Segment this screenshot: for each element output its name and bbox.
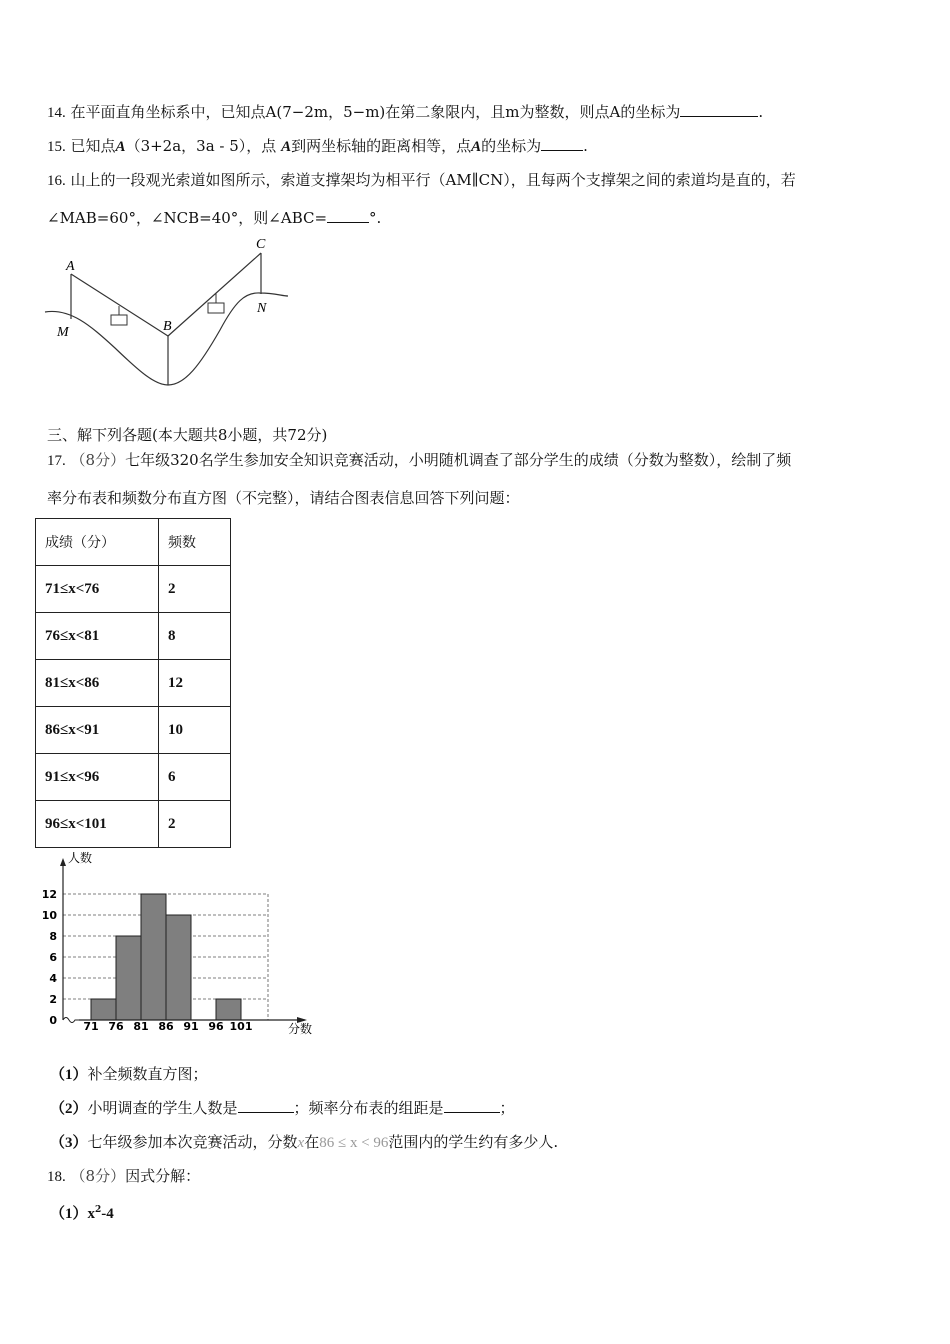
table-row [36, 801, 231, 848]
point-label: A [471, 139, 482, 155]
answer-blank-count[interactable] [238, 1098, 294, 1113]
question-number: 14. [47, 105, 66, 121]
table-header-row [36, 519, 231, 566]
range-cell: 76≤x<81 [36, 613, 159, 660]
answer-blank-interval[interactable] [444, 1098, 500, 1113]
frequency-table [35, 518, 231, 848]
angle-conditions: ∠MAB=60°，∠NCB=40°，则∠ABC= [47, 209, 328, 227]
q18-sub1 [50, 1200, 114, 1224]
q17-sub1 [50, 1064, 208, 1085]
question-number: 15. [47, 139, 66, 155]
score-label: （8分） [70, 1167, 126, 1185]
x-tick-label: 81 [133, 1020, 149, 1033]
count-cell: 2 [159, 566, 231, 613]
histogram-bar [141, 894, 166, 1020]
x-axis-label: 分数 [288, 1022, 313, 1036]
sub-text: 七年级参加本次竞赛活动，分数 [87, 1133, 298, 1151]
y-axis-label: 人数 [68, 851, 93, 865]
x-tick-label: 86 [158, 1020, 174, 1033]
score-label: （8分） [70, 451, 126, 469]
table-row [36, 613, 231, 660]
x-tick-label: 96 [208, 1020, 224, 1033]
y-tick-label: 8 [49, 930, 57, 943]
expression-exponent: 2 [95, 1205, 102, 1215]
sub-label: （3） [50, 1135, 88, 1151]
question-text: 因式分解： [125, 1167, 201, 1185]
question-18 [47, 1166, 200, 1187]
sub-label: （2） [50, 1101, 88, 1117]
sub-label: （1） [50, 1067, 88, 1083]
count-cell: 6 [159, 754, 231, 801]
y-tick-label: 0 [49, 1014, 57, 1027]
cable-BC [168, 253, 261, 336]
question-text: 七年级320名学生参加安全知识竞赛活动，小明随机调查了部分学生的成绩（分数为整数），绘制了频 [125, 451, 792, 469]
label-N: N [257, 301, 267, 316]
label-M: M [57, 325, 69, 340]
histogram-bar [116, 936, 141, 1020]
sub-label: （1） [50, 1206, 88, 1222]
question-16-line2 [47, 208, 381, 228]
semicolon: ； [499, 1099, 515, 1117]
count-cell: 12 [159, 660, 231, 707]
range-cell: 81≤x<86 [36, 660, 159, 707]
question-14 [47, 102, 763, 123]
sub-text: 补全频数直方图； [87, 1065, 208, 1083]
question-number: 18. [47, 1169, 66, 1185]
answer-blank[interactable] [541, 136, 583, 151]
histogram-svg [35, 848, 325, 1038]
question-text: 到两坐标轴的距离相等，点 [291, 137, 472, 155]
period: . [758, 103, 764, 121]
y-tick-label: 10 [41, 909, 57, 922]
question-16 [47, 170, 796, 191]
table-row [36, 566, 231, 613]
question-17 [47, 450, 791, 471]
range-cell: 96≤x<101 [36, 801, 159, 848]
table-row [36, 660, 231, 707]
sub-text: 范围内的学生约有多少人. [388, 1133, 559, 1151]
x-tick-label: 91 [183, 1020, 199, 1033]
y-tick-label: 2 [49, 993, 57, 1006]
answer-blank[interactable] [680, 102, 758, 117]
count-cell: 2 [159, 801, 231, 848]
q17-sub3 [50, 1132, 558, 1153]
question-number: 16. [47, 173, 66, 189]
range-cell: 86≤x<91 [36, 707, 159, 754]
count-cell: 8 [159, 613, 231, 660]
cableway-figure [40, 230, 300, 395]
x-tick-label: 76 [108, 1020, 124, 1033]
y-axis-arrow-icon [60, 858, 66, 866]
mountain-curve [45, 293, 288, 385]
x-tick-label: 71 [83, 1020, 99, 1033]
sub-text: 在 [304, 1133, 320, 1151]
section-title: 三、解下列各题(本大题共8小题，共72分) [47, 426, 328, 444]
table-row [36, 754, 231, 801]
question-number: 17. [47, 453, 66, 469]
range-cell: 91≤x<96 [36, 754, 159, 801]
label-C: C [256, 237, 266, 252]
header-score: 成绩（分） [36, 519, 159, 566]
cable-car-1 [111, 315, 127, 325]
variable-x: x [297, 1135, 305, 1151]
histogram-bar [216, 999, 241, 1020]
sub-text: ；频率分布表的组距是 [293, 1099, 444, 1117]
header-count: 频数 [159, 519, 231, 566]
count-cell: 10 [159, 707, 231, 754]
score-range: 86 ≤ x < 96 [319, 1135, 389, 1151]
question-text: 已知点 [70, 137, 116, 155]
label-B: B [163, 319, 172, 334]
y-tick-label: 12 [41, 888, 57, 901]
expression-rest: -4 [101, 1206, 114, 1222]
cable-AB [71, 274, 168, 336]
question-text: 的坐标为 [481, 137, 542, 155]
question-text: 山上的一段观光索道如图所示，索道支撑架均为相平行（AM∥CN），且每两个支撑架之间的索道均是直的，若 [70, 171, 796, 189]
q17-sub2 [50, 1098, 515, 1119]
cable-car-2 [208, 303, 224, 313]
y-tick-label: 6 [49, 951, 57, 964]
question-15 [47, 136, 588, 157]
expression-base: x [87, 1206, 96, 1222]
axis-break-icon [63, 1018, 79, 1023]
question-17-line2: 率分布表和频数分布直方图（不完整），请结合图表信息回答下列问题： [47, 489, 520, 507]
histogram-bar [166, 915, 191, 1020]
label-A: A [66, 259, 75, 274]
sub-text: 小明调查的学生人数是 [87, 1099, 238, 1117]
point-label: A [115, 139, 126, 155]
degree-sign: °. [369, 209, 382, 227]
y-tick-label: 4 [49, 972, 57, 985]
x-tick-label: 101 [229, 1020, 253, 1033]
question-text: 在平面直角坐标系中，已知点A(7−2m，5−m)在第二象限内，且m为整数，则点A的坐标为 [70, 103, 681, 121]
histogram [35, 848, 325, 1042]
point-label: A [281, 139, 292, 155]
histogram-bar [91, 999, 116, 1020]
coordinates: （3+2a，3a - 5），点 [125, 137, 277, 155]
answer-blank[interactable] [327, 208, 369, 223]
table-row [36, 707, 231, 754]
range-cell: 71≤x<76 [36, 566, 159, 613]
period: . [583, 137, 588, 155]
